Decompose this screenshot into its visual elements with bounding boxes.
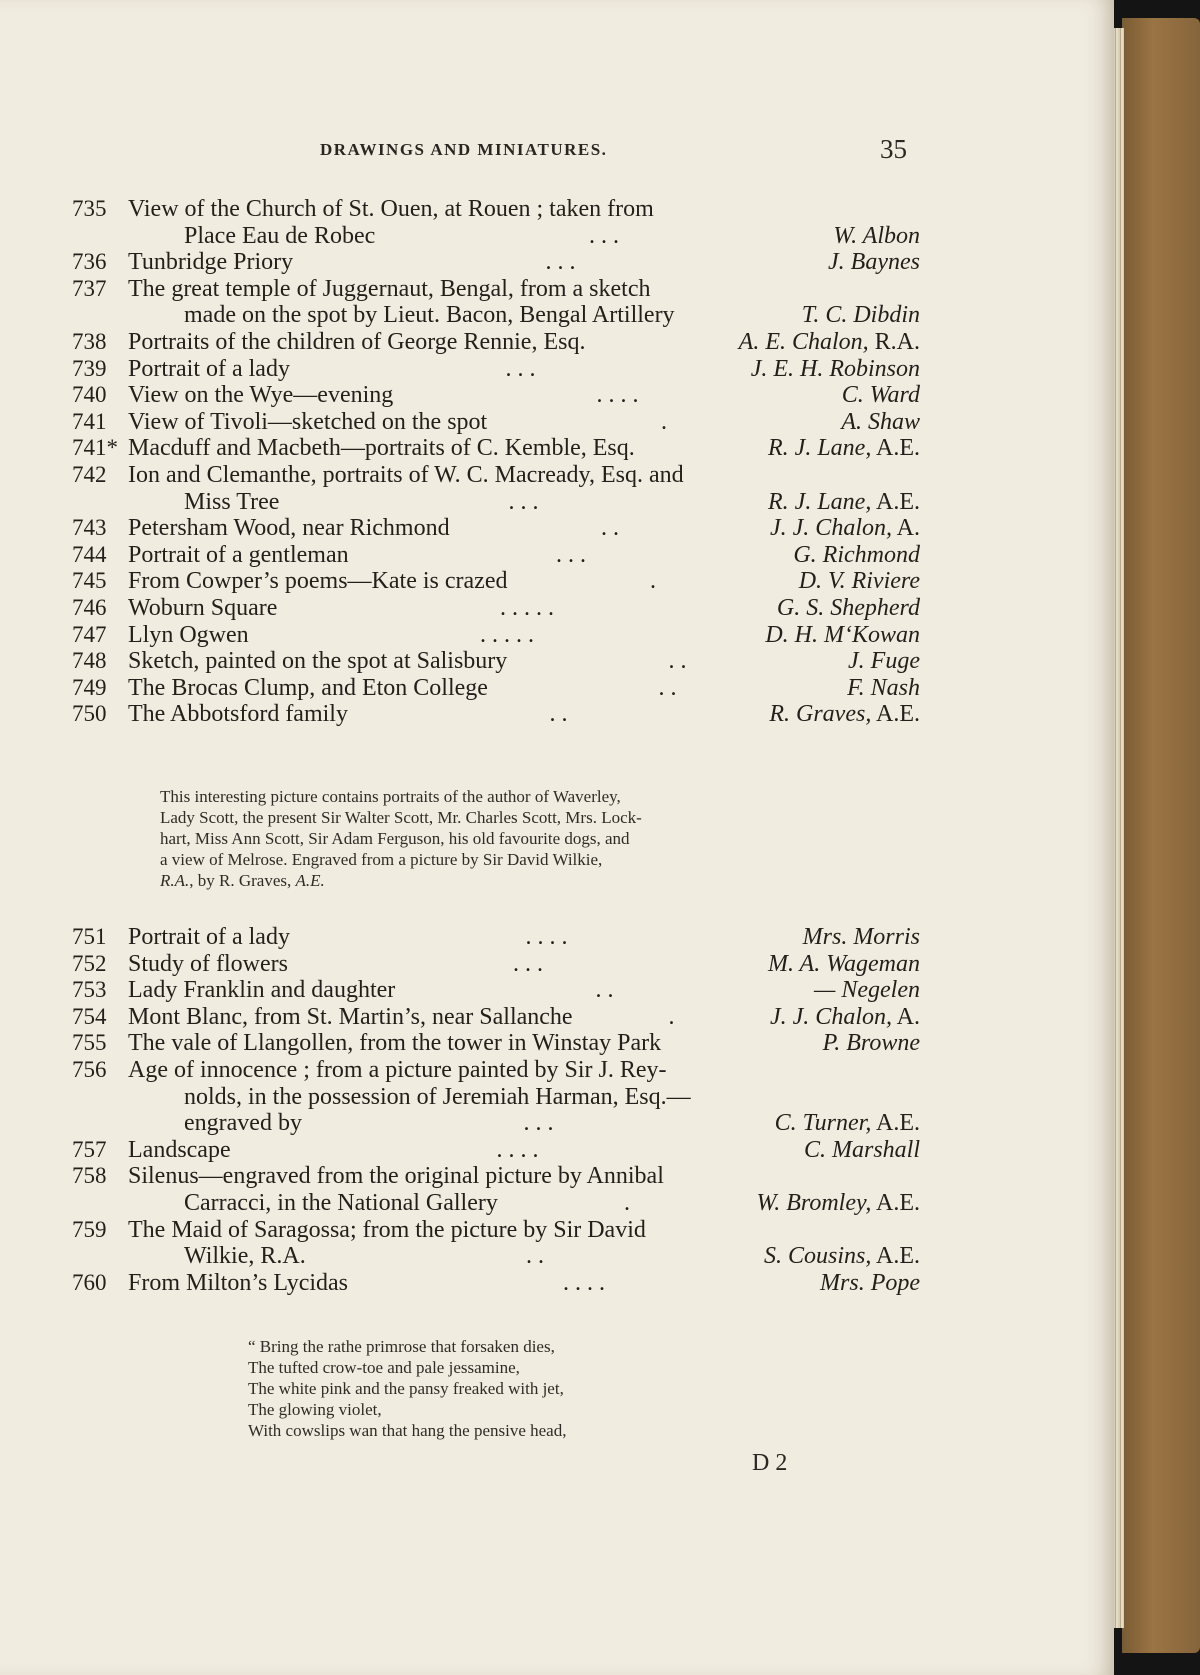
artist-name: Mrs. Pope [820, 1269, 920, 1296]
entry-number: 748 [72, 648, 107, 674]
leader-dots: . . . [545, 249, 576, 276]
entry-number: 743 [72, 515, 107, 541]
leader-dots: . . . [505, 355, 536, 382]
artist-name: C. Marshall [803, 1136, 920, 1163]
entry-line [72, 1137, 920, 1165]
entry-title: Macduff and Macbeth—portraits of C. Kemble, Esq. [128, 435, 635, 462]
leader-dots: . . . [556, 541, 586, 568]
note-ae: A.E. [295, 871, 325, 890]
entry-number: 754 [72, 1003, 107, 1029]
entry-title: Portraits of the children of George Rennie, Esq. [128, 329, 586, 355]
entry-artist [823, 1030, 920, 1057]
entry-artist [768, 489, 920, 516]
leader-dots: . . . [508, 488, 539, 515]
entry-number: 752 [72, 950, 107, 976]
entry-artist [828, 249, 920, 276]
entry-line [72, 924, 920, 952]
artist-rank: A.E. [871, 1190, 920, 1216]
poem-line: The white pink and the pansy freaked with jet, [248, 1379, 564, 1398]
entry-title: Carracci, in the National Gallery [184, 1190, 498, 1216]
artist-name: D. H. M‘Kowan [765, 621, 920, 648]
artist-rank: R.A. [868, 329, 920, 355]
entry-number: 753 [72, 977, 107, 1003]
entry-line [72, 951, 920, 979]
entry-title: The Abbotsford family [128, 701, 348, 728]
entry-number: 759 [72, 1216, 107, 1242]
entry-number: 735 [72, 196, 107, 221]
entry-number: 757 [72, 1136, 107, 1162]
leader-dots: . [668, 1003, 675, 1030]
entry-number: 737 [72, 275, 107, 301]
entry-title: The vale of Llangollen, from the tower in Winstay Park [128, 1030, 662, 1057]
entry-number: 755 [72, 1030, 107, 1056]
entry-title: made on the spot by Lieut. Bacon, Bengal Artillery [184, 302, 675, 329]
note-line: hart, Miss Ann Scott, Sir Adam Ferguson, his old favourite dogs, and [160, 829, 630, 848]
entry-title: Place Eau de Robec [184, 222, 376, 249]
entry-title: View of the Church of St. Ouen, at Rouen ; taken from [128, 196, 654, 222]
entry-artist [803, 924, 920, 951]
entry-title: From Cowper’s poems—Kate is crazed [128, 568, 508, 595]
entry-line [72, 1217, 920, 1245]
leader-dots: . . . . [563, 1269, 605, 1296]
page-number: 35 [880, 134, 907, 164]
entry-line [72, 382, 920, 410]
artist-name: J. Baynes [828, 249, 920, 276]
entry-number: 747 [72, 621, 107, 647]
entry-title: Age of innocence ; from a picture painted by Sir J. Rey- [128, 1057, 667, 1083]
leader-dots: . . [601, 515, 619, 542]
note-engraver: , by R. Graves, [189, 871, 296, 890]
entry-title: Petersham Wood, near Richmond [128, 515, 450, 542]
leader-dots: . . . [523, 1110, 554, 1137]
entry-artist [768, 435, 920, 462]
artist-name: J. E. H. Robinson [750, 355, 920, 382]
leader-dots: . [650, 568, 656, 595]
artist-name: P. Browne [822, 1030, 920, 1057]
entry-title: engraved by [184, 1110, 302, 1137]
entry-title: Miss Tree [184, 488, 280, 515]
entry-artist [793, 542, 920, 569]
artist-name: T. C. Dibdin [801, 302, 920, 329]
entry-artist [814, 977, 920, 1004]
entry-line [72, 1243, 920, 1271]
artist-name: J. J. Chalon, [770, 515, 892, 542]
poem-line: “ Bring the rathe primrose that forsaken dies, [248, 1337, 555, 1356]
artist-name: W. Albon [833, 222, 920, 249]
artist-name: W. Bromley, [756, 1190, 872, 1216]
entry-artist [848, 648, 920, 675]
artist-rank: A. [891, 1003, 920, 1030]
entry-title: Woburn Square [128, 595, 278, 621]
entry-title: The Maid of Saragossa; from the picture by Sir David [128, 1216, 646, 1243]
entry-line [72, 302, 920, 330]
entry-number: 760 [72, 1269, 107, 1295]
entry-line [72, 1163, 920, 1191]
entry-title: Sketch, painted on the spot at Salisbury [128, 648, 508, 675]
leader-dots: . . . . [496, 1136, 539, 1163]
entry-artist [764, 1243, 920, 1270]
entry-line [72, 675, 920, 703]
entry-line [72, 1084, 920, 1112]
entry-title: Tunbridge Priory [128, 249, 294, 276]
entry-title: Silenus—engraved from the original picture by Annibal [128, 1163, 664, 1190]
artist-rank: A.E. [871, 435, 920, 462]
entry-number: 736 [72, 249, 107, 275]
note-line: Lady Scott, the present Sir Walter Scott, Mr. Charles Scott, Mrs. Lock- [160, 808, 642, 827]
entry-line [72, 223, 920, 251]
entry-line [72, 356, 920, 384]
entry-line [72, 568, 920, 596]
entry-artist [842, 382, 920, 409]
artist-name: J. J. Chalon, [770, 1003, 892, 1030]
entry-line [72, 489, 920, 517]
entry-line [72, 595, 920, 623]
entry-number: 744 [72, 541, 107, 567]
entry-line [72, 977, 920, 1005]
entry-title: Lady Franklin and daughter [128, 977, 396, 1004]
entry-artist [820, 1270, 920, 1297]
entry-line [72, 515, 920, 543]
entry-number: 741* [72, 435, 118, 461]
entry-title: Portrait of a lady [128, 924, 290, 950]
entry-artist [804, 1137, 920, 1164]
note-ra: R.A. [160, 871, 190, 890]
entry-number: 756 [72, 1057, 107, 1082]
leader-dots: . . . [513, 950, 543, 977]
entry-artist [777, 595, 920, 622]
entry-number: 739 [72, 355, 107, 381]
leader-dots: . [624, 1190, 630, 1216]
entry-artist [765, 622, 920, 649]
entry-number: 741 [72, 408, 107, 434]
artist-rank: A.E. [871, 1243, 920, 1270]
quoted-poem [248, 1336, 566, 1441]
entry-line [72, 1110, 920, 1138]
entry-line [72, 462, 920, 490]
book-cover [1122, 18, 1200, 1653]
entry-line [72, 249, 920, 277]
entry-artist [739, 329, 920, 356]
leader-dots: . . [526, 1243, 544, 1270]
entry-artist [841, 409, 920, 436]
artist-name: C. Turner, [774, 1110, 872, 1137]
artist-name: S. Cousins, [763, 1243, 872, 1270]
artist-name: M. A. Wageman [768, 950, 920, 977]
entry-title: nolds, in the possession of Jeremiah Harman, Esq.— [184, 1083, 691, 1110]
artist-rank: A.E. [871, 488, 920, 515]
entry-artist [802, 302, 920, 329]
entry-title: The great temple of Juggernaut, Bengal, from a sketch [128, 275, 651, 302]
entry-artist [833, 223, 920, 250]
artist-name: C. Ward [841, 382, 920, 409]
entry-line [72, 1030, 920, 1058]
leader-dots: . . . [589, 222, 619, 249]
artist-name: R. J. Lane, [768, 488, 872, 515]
entry-line [72, 409, 920, 437]
entry-line [72, 1004, 920, 1032]
entry-line [72, 1190, 920, 1218]
artist-rank: A. [891, 515, 920, 542]
leader-dots: . . [658, 674, 677, 701]
poem-line: The glowing violet, [248, 1400, 382, 1419]
leader-dots: . . [595, 977, 614, 1004]
entry-note-750 [160, 786, 840, 891]
entry-artist [768, 951, 920, 978]
entry-artist [775, 1110, 920, 1137]
leader-dots: . . [549, 701, 568, 728]
poem-line: The tufted crow-toe and pale jessamine, [248, 1358, 520, 1377]
signature-mark: D 2 [752, 1450, 788, 1476]
entry-line [72, 701, 920, 729]
entry-number: 740 [72, 382, 107, 408]
entry-line [72, 622, 920, 650]
entry-line [72, 1057, 920, 1085]
leader-dots: . . . . [525, 924, 568, 950]
artist-name: R. J. Lane, [768, 435, 872, 462]
entry-title: Ion and Clemanthe, portraits of W. C. Macready, Esq. and [128, 462, 684, 488]
artist-name: — Negelen [814, 977, 920, 1004]
entry-artist [751, 356, 920, 383]
entry-number: 750 [72, 701, 107, 727]
entry-title: The Brocas Clump, and Eton College [128, 674, 488, 701]
artist-rank: A.E. [871, 1110, 920, 1137]
entry-title: From Milton’s Lycidas [128, 1269, 349, 1296]
entry-artist [769, 701, 920, 728]
entry-artist [756, 1190, 920, 1217]
poem-line: With cowslips wan that hang the pensive head, [248, 1421, 567, 1440]
entry-line [72, 648, 920, 676]
entry-artist [847, 675, 920, 702]
artist-name: J. Fuge [848, 648, 920, 675]
artist-name: A. Shaw [841, 408, 920, 435]
entry-title: Mont Blanc, from St. Martin’s, near Sallanche [128, 1003, 573, 1030]
entry-title: View of Tivoli—sketched on the spot [128, 408, 488, 435]
entry-number: 738 [72, 329, 107, 354]
entry-number: 749 [72, 674, 107, 700]
leader-dots: . . . . [596, 382, 639, 409]
artist-name: G. Richmond [793, 541, 920, 568]
note-line: This interesting picture contains portraits of the author of Waverley, [160, 787, 621, 806]
leader-dots: . . . . . [500, 595, 554, 621]
entry-title: Wilkie, R.A. [184, 1243, 306, 1270]
artist-name: D. V. Riviere [798, 568, 920, 595]
artist-name: G. S. Shepherd [776, 595, 920, 621]
artist-rank: A.E. [871, 701, 920, 728]
artist-name: R. Graves, [769, 701, 872, 728]
artist-name: F. Nash [847, 674, 920, 701]
entry-number: 746 [72, 595, 107, 620]
leader-dots: . . [668, 648, 687, 675]
entry-title: Landscape [128, 1136, 231, 1163]
entry-number: 742 [72, 462, 107, 487]
entry-line [72, 1270, 920, 1298]
entry-title: Study of flowers [128, 950, 288, 977]
note-line-last [160, 870, 840, 891]
entry-number: 758 [72, 1163, 107, 1189]
entry-title: Llyn Ogwen [128, 621, 249, 648]
entry-number: 751 [72, 924, 107, 949]
entry-line [72, 196, 920, 224]
entry-line [72, 542, 920, 570]
entry-artist [770, 1004, 920, 1031]
entry-artist [799, 568, 920, 595]
entry-artist [770, 515, 920, 542]
running-head: DRAWINGS AND MINIATURES. [320, 140, 608, 159]
entry-line [72, 329, 920, 357]
artist-name: Mrs. Morris [802, 924, 920, 950]
artist-name: A. E. Chalon, [738, 329, 869, 355]
entry-title: View on the Wye—evening [128, 382, 394, 409]
entry-line [72, 435, 920, 463]
note-line: a view of Melrose. Engraved from a picture by Sir David Wilkie, [160, 850, 603, 869]
entry-title: Portrait of a gentleman [128, 541, 349, 568]
leader-dots: . . . . . [480, 621, 534, 648]
entry-title: Portrait of a lady [128, 355, 290, 382]
entry-number: 745 [72, 568, 107, 594]
leader-dots: . [661, 408, 667, 435]
entry-line [72, 276, 920, 304]
